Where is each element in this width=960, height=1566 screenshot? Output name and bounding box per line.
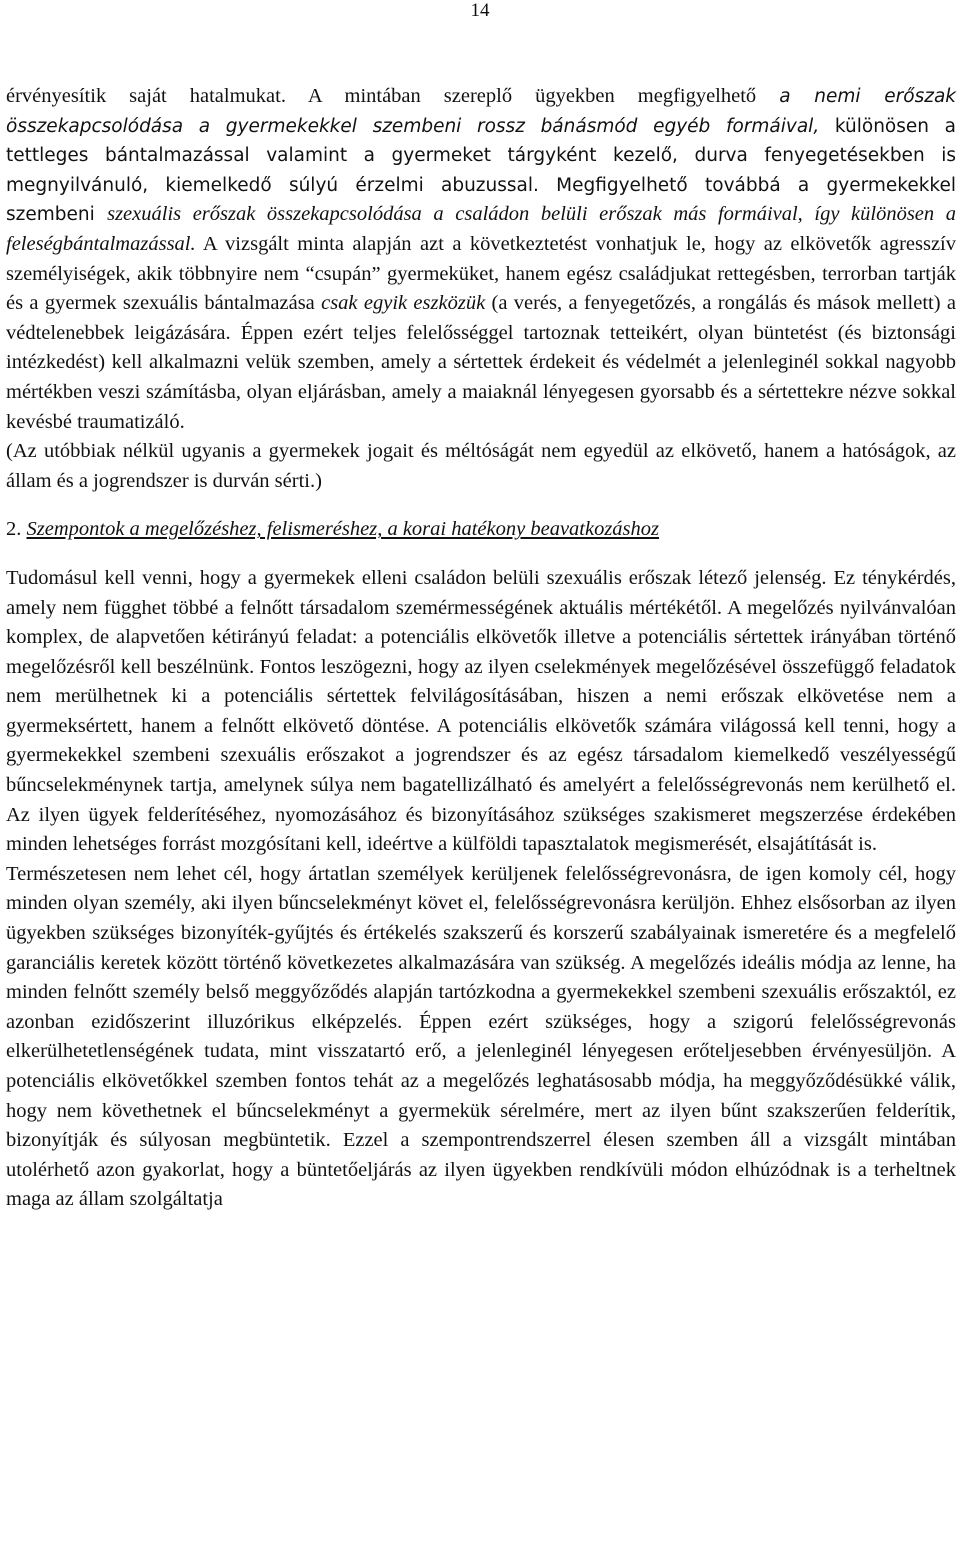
heading-number: 2. — [6, 518, 22, 541]
paragraph-accountability: Természetesen nem lehet cél, hogy ártatlan személyek kerüljenek felelősségrevonásra, de igen komoly cél, hogy minden olyan személy, aki ilyen bűncselekményt követ el, felelősségrevonásra kerüljön. Ehhez elsősorban az ilyen ügyekben szükséges bizonyíték-gyűjtés és értékelés szakszerű és korszerű szabályainak ismeretére és a megfelelő garanciális keretek között történő következetes alkalmazására van szükség. A megelőzés ideális módja az lenne, ha minden felnőtt személy belső meggyőződés alapján tartózkodna a gyermekekkel szembeni szexuális erőszaktól, ez azonban ezidőszerint illuzórikus elképzelés. Éppen ezért szükséges, hogy a szigorú felelősségrevonás elkerülhetetlenségének tudata, mint visszatartó erő, a jelenleginél lényegesen erőteljesebben érvényesüljön. A potenciális elkövetőkkel szemben fontos tehát az a megelőzés leghatásosabb módja, ha meggyőződésükké válik, hogy nem követhetnek el bűncselekményt a gyermekük sérelmére, mert az ilyen bűnt szakszerűen felderítik, bizonyítják és súlyosan megbüntetik. Ezzel a szempontrendszerrel élesen szemben áll a vizsgált mintában utolérhető azon gyakorlat, hogy a büntetőeljárás az ilyen ügyekben rendkívüli módon elhúzódnak is a terheltnek maga az állam szolgáltatja — [6, 862, 956, 1211]
paragraph-parenthetical: (Az utóbbiak nélkül ugyanis a gyermekek jogait és méltóságát nem egyedül az elkövető, hanem a hatóságok, az állam és a jogrendszer is durván sérti.) — [6, 440, 956, 492]
text-run: Éppen ezért teljes felelősséggel tartoznak tetteikért, olyan büntetést (és biztonsági intézkedést) kell alkalmazni velük szemben, amely a sértettek érdekeit és védelmét a jelenleginél sokkal nagyobb mértékben veszi számításba, olyan eljárásban, amely a maiaknál lényegesen gyorsabb és a sértettekre nézve sokkal kevésbé traumatizáló. — [6, 321, 956, 433]
text-run: érvényesítik saját hatalmukat. A mintában szereplő ügyekben megfigyelhető — [6, 85, 780, 107]
text-run: (a verés, a fenyegetőzés, a rongálás és mások mellett) a védtelenebbek leigázására. — [6, 292, 956, 344]
document-body — [6, 82, 956, 1215]
text-run-italic: szexuális erőszak összekapcsolódása a családon belüli erőszak más formáival, így különösen a feleségbántalmazással. — [6, 203, 956, 255]
text-run: különösen a tettleges bántalmazással valamint a gyermeket tárgyként kezelő, durva fenyegetésekben is megnyilvánuló, kiemelkedő súlyú érzelmi abuzussal. — [6, 115, 956, 196]
text-run: Megfigyelhető továbbá a gyermekekkel szembeni — [6, 174, 956, 226]
text-run-italic: a nemi erőszak összekapcsolódása a gyermekekkel szembeni rossz bánásmód egyéb formáival, — [6, 86, 957, 137]
text-run: A vizsgált minta alapján azt a következtetést vonhatjuk le, hogy az elkövetők agresszív személyiségek, akik többnyire nem “csupán” gyermeküket, hanem egész családjukat rettegésben, terrorban tartják és a gyermek szexuális bántalmazása — [6, 232, 956, 315]
page-number: 14 — [470, 0, 490, 21]
paragraph-prevention: Tudomásul kell venni, hogy a gyermekek elleni családon belüli szexuális erőszak létező jelenség. Ez ténykérdés, amely nem függhet többé a felnőtt társadalom szemérmességének aktuális mértékétől. A megelőzés nyilvánvalóan komplex, de alapvetően kétirányú feladat: a potenciális elkövetők illetve a potenciális sértettek irányában történő megelőzésről kell beszélnünk. Fontos leszögezni, hogy az ilyen cselekmények megelőzésével összefüggő feladatok nem merülhetnek ki a potenciális sértettek felvilágosításában, hiszen a nemi erőszak elkövetése nem a gyermeksértett, hanem a felnőtt elkövető döntése. A potenciális elkövetők számára világossá kell tenni, hogy a gyermekekkel szembeni szexuális erőszakot a jogrendszer és az egész társadalom kiemelkedő veszélyességű bűncselekménynek tartja, amelynek súlya nem bagatellizálható és amelyért a felelősségrevonás nem kerülhető el. Az ilyen ügyek felderítéséhez, nyomozásához és bizonyításához szükséges szakismeret megszerzése érdekében minden lehetséges forrást mozgósítani kell, ideértve a külföldi tapasztalatok megismerését, elsajátítását is. — [6, 566, 956, 856]
heading-title: Szempontok a megelőzéshez, felismeréshez, a korai hatékony beavatkozáshoz — [26, 518, 660, 541]
text-run-italic: csak egyik eszközük — [321, 292, 486, 315]
section-heading — [6, 515, 956, 545]
paragraph-findings — [6, 82, 956, 437]
